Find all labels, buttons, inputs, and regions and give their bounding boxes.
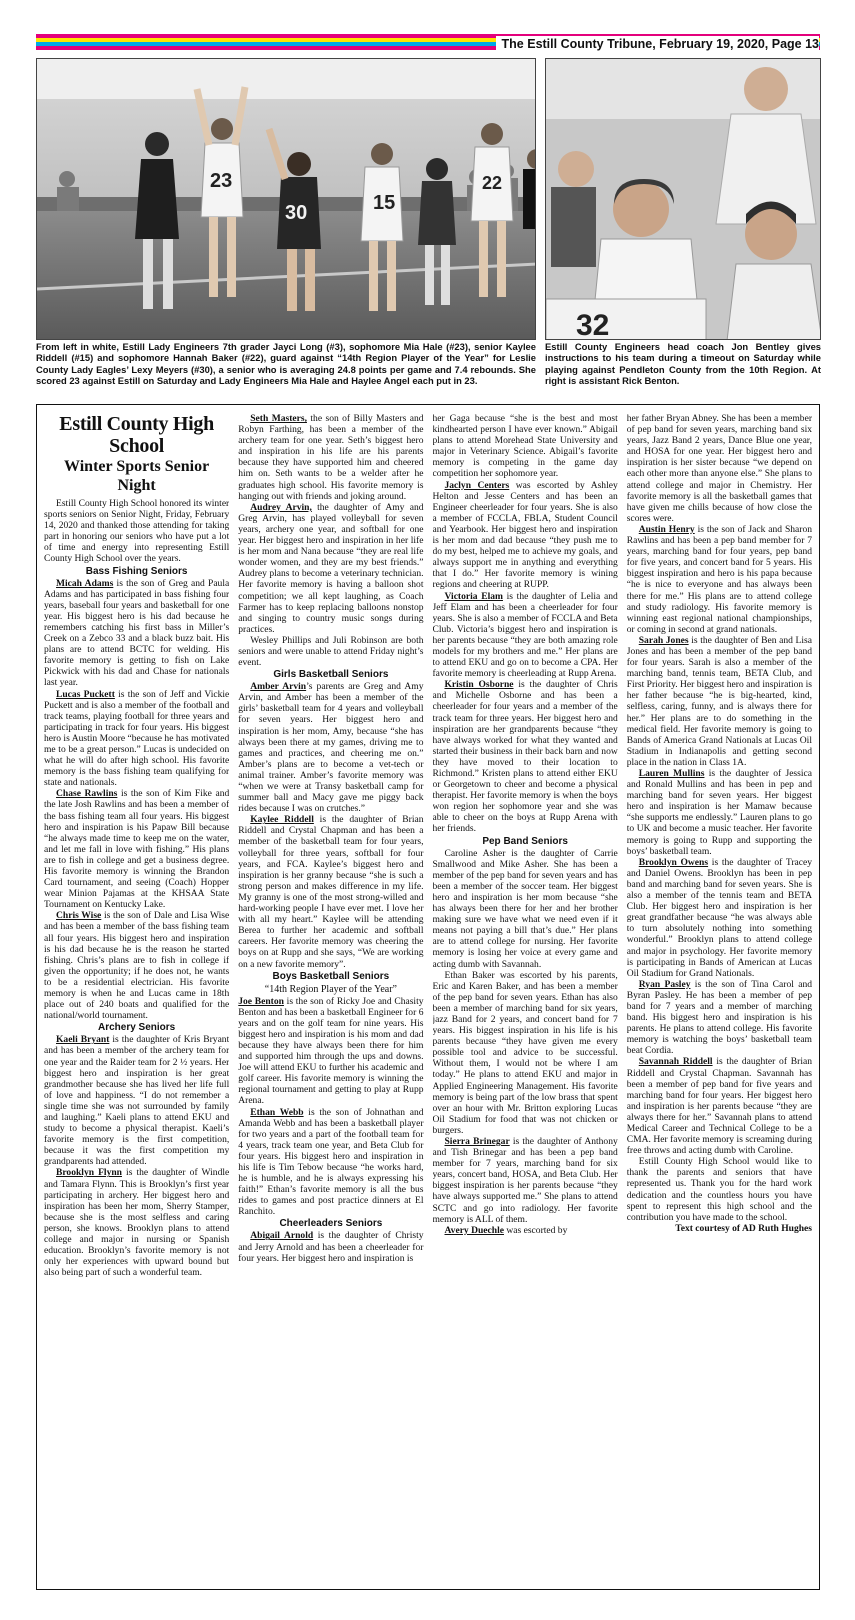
article-paragraph bbox=[627, 1056, 812, 1156]
senior-name: Lauren Mullins bbox=[638, 768, 705, 779]
paragraph-text: is the son of Dale and Lisa Wise and has been a member of the bass fishing team all four years. His biggest hero and inspiration is his dad because he is the reason he started fishing. Chris’s plans are to fish in college if given the opportunity; if he does not, he wants to be a residential electrician. His favorite memory is when he and Lucas came in 18th place out of 240 boats and qualified for the national/world tournament. bbox=[44, 910, 230, 1022]
senior-name: Sarah Jones bbox=[638, 634, 689, 646]
article-paragraph bbox=[238, 1107, 423, 1218]
paragraph-text: Estill County High School honored its winter sports seniors on Senior Night, Friday, February 14, 2020 and thanked those attending for taking part in honoring our seniors who have put a lot of time and energy into representing Estill County High School over the years. bbox=[44, 498, 230, 565]
senior-name: Lucas Puckett bbox=[56, 688, 115, 700]
senior-name: Brooklyn Flynn bbox=[56, 1167, 122, 1179]
senior-name: Savannah Riddell bbox=[638, 1056, 713, 1068]
senior-name: Amber Arvin bbox=[250, 681, 307, 693]
paragraph-text: is the son of Jack and Sharon Rawlins and has been a pep band member for 7 years, marching band for four years, pep band for five years, and concert band for 5 years. His biggest inspiration and hero is his papa because “he is nice to everyone and has always been there for me.” His plans are to attend college and study radiology. His favorite memory is winning east regional national championships, or coming in second at grand nationals. bbox=[626, 523, 812, 635]
article-paragraph bbox=[433, 679, 618, 834]
article-paragraph bbox=[238, 681, 423, 814]
article-paragraph bbox=[433, 591, 618, 680]
paragraph-text: Estill County High School would like to thank the parents and seniors that have represented us. Thank you for the hard work dedication and the countless hours you have spent to represent this high school and the contribution you have made to the school. bbox=[626, 1156, 812, 1223]
article-paragraph bbox=[44, 1167, 229, 1278]
jersey-23: 23 bbox=[210, 170, 233, 192]
article-paragraph bbox=[627, 1156, 812, 1223]
paragraph-text: is the daughter of Anthony and Tish Brinegar and has been a pep band member for 7 years, marching band for six years, concert band, HOSA, and Beta Club. Her biggest inspiration is her parents because “they have always supported me.” She plans to attend SCTC and go into radiology. Her favorite memory is ALL of them. bbox=[432, 1136, 618, 1225]
article-column-3 bbox=[433, 413, 618, 1581]
paragraph-text: Ethan Baker was escorted by his parents, Eric and Karen Baker, and has been a member of the pep band for seven years. Ethan has also been a member of marching band for six years, jazz Band for 2 years, and concert band for 7 years. His biggest inspiration in his life is his parents because “they have given me every possible tool and advice to be successful. Without them, I would not be where I am today.” He plans to attend EKU and major in Applied Engineering Management. His favorite memory is being part of the low brass that spent over an hour with Mr. Britton exploring Lucas Oil Stadium for food that was not chicken or burgers. bbox=[432, 969, 618, 1136]
article-paragraph bbox=[44, 689, 229, 789]
article-paragraph bbox=[627, 768, 812, 857]
paragraph-text: Wesley Phillips and Juli Robinson are both seniors and were unable to attend Friday night’s event. bbox=[238, 634, 424, 669]
article-paragraph bbox=[627, 413, 812, 524]
paragraph-text: is the daughter of Windle and Tamara Flynn. This is Brooklyn’s first year participating in archery. Her biggest hero and inspiration has been her mom, Sherry Stamper, because she is the most selfless and caring person, she knows. Brooklyn plans to attend college and major in nursing or Spanish education. Brooklyn’s favorite memory is not only her experiences with upward bound but also being part of such a wonderful team. bbox=[44, 1167, 230, 1279]
paragraph-text: is the daughter of Lelia and Jeff Elam and has been a cheerleader for four years. She is also a member of FCCLA and Beta Club. Victoria’s biggest hero and inspiration is her parents because “they are both amazing role models for my brothers and me.” Her plans are to attend EKU and go on to become a CPA. Her favorite memory is cheerleading at Rupp Arena. bbox=[432, 590, 618, 680]
section-heading: Pep Band Seniors bbox=[482, 835, 568, 847]
paragraph-text: the daughter of Amy and Greg Arvin, has played volleyball for seven years, archery one year, and softball for one year. Her biggest hero and inspiration in her life is her mom and Nana because “they are real life wonder women, and they are my best friends.” Audrey plans to become a veterinary technician. Her favorite memory is having a balloon shot competition; we all kept laughing, as Coach Farmer has to keep replacing balloons nonstop and singing to country music songs during practices. bbox=[238, 501, 424, 635]
article-paragraph bbox=[44, 498, 229, 565]
section-heading: Girls Basketball Seniors bbox=[273, 669, 389, 681]
article-column-2 bbox=[238, 413, 423, 1581]
article-paragraph bbox=[238, 413, 423, 502]
paragraph-text: is the son of Greg and Paula Adams and has participated in bass fishing four years, baseball four years and basketball for one year. His biggest hero is his dad because he remembers catching his first bass in Miller’s Creek on a Zebco 33 and a black buzz bait. His plans are to attend BCTC for welding. His favorite memory is getting to fish on Lake Pickwick with his dad and Chase for nationals last year. bbox=[44, 577, 230, 689]
article-paragraph bbox=[238, 996, 423, 1107]
paragraph-text: is the daughter of Christy and Jerry Arnold and has been a cheerleader for four years. Her biggest hero and inspiration is bbox=[238, 1230, 424, 1264]
article-paragraph bbox=[44, 788, 229, 910]
article-paragraph bbox=[433, 848, 618, 970]
article-paragraph bbox=[627, 857, 812, 979]
article-paragraph bbox=[433, 1136, 618, 1225]
paragraph-text: is the daughter of Brian Riddell and Crystal Chapman. Savannah has been a member of pep band for five years and marching band for four years. Her biggest hero and inspiration is her parents because “they are always there for her.” Savannah plans to attend Medical Career and Technical College to be a CMA. Her favorite memory is screaming during free throws and acting dumb with Caroline. bbox=[626, 1056, 812, 1157]
paragraph-text: is the daughter of Chris and Michelle Osborne and has been a cheerleader for four years and a member of the track team for three years. Her biggest hero and inspiration are her grandparents because “they have always worked for what they wanted and started their business in their back barn and now they have moved to their location to Richmond.” Kristen plans to attend either EKU or Georgetown to cheer and become a physical therapist. Her favorite memory is when the boys won region her sophomore year and she was able to cheer on the boys at Rupp Arena with her friends. bbox=[432, 679, 618, 835]
article-paragraph bbox=[44, 910, 229, 1021]
paragraph-text: is the son of Johnathan and Amanda Webb and has been a basketball player for two years and a part of the football team for 4 years, track team one year, and Beta Club for four years. His biggest hero and inspiration in his life is Tim Tebow because “he works hard, he is humble, and he is always expressing his faith!” Ethan’s favorite memory is all the bus rides to games and post practice dinners at El Ranchito. bbox=[238, 1106, 424, 1218]
paragraph-text: is the daughter of Tracey and Daniel Owens. Brooklyn has been in pep band and marching band for seven years. She is also a member of the tennis team and BETA Club. Her biggest hero and inspiration is her great grandfather because “he was always able to turn absolutely nothing into something wonderful.” Brooklyn plans to attend college and major in psychology. Her favorite memory is participating in Bands of American at Lucas Oil Stadium for Grand Nationals. bbox=[626, 856, 812, 979]
article-column-1 bbox=[44, 413, 229, 1581]
senior-name: Abigail Arnold bbox=[250, 1230, 314, 1242]
paragraph-text: is the daughter of Jessica and Ronald Mullins and has been in pep and marching band for seven years. Her biggest hero and inspiration is her Mamaw because “she supports me endlessly.” Lauren plans to go to UK and become a music teacher. Her favorite memory is going to Rupp and supporting the boys’ basketball team. bbox=[626, 768, 812, 857]
section-heading: Bass Fishing Seniors bbox=[85, 565, 188, 577]
senior-name: Joe Benton bbox=[238, 995, 284, 1007]
senior-name: Seth Masters, bbox=[250, 413, 307, 424]
jersey-32: 32 bbox=[576, 309, 610, 340]
senior-name: Brooklyn Owens bbox=[638, 856, 709, 868]
senior-name: Ryan Pasley bbox=[638, 978, 691, 990]
article-headline: Estill County High School bbox=[59, 413, 214, 457]
senior-name: Victoria Elam bbox=[444, 590, 503, 602]
paragraph-text: her Gaga because “she is the best and most kindhearted person I have ever known.” Abigail plans to attend Morehead State University and major in Veterinary Science. Abigail’s favorite memory is competing in the game day competition her sophomore year. bbox=[432, 413, 618, 480]
senior-name: Sierra Brinegar bbox=[444, 1136, 510, 1147]
section-heading: Cheerleaders Seniors bbox=[279, 1218, 383, 1230]
section-heading: Boys Basketball Seniors bbox=[272, 970, 390, 982]
paragraph-text: is the son of Ricky Joe and Chasity Benton and has been a basketball Engineer for 6 years and on the golf team for nine years. His biggest hero and inspiration is his mom and dad because they have always been there for him and supported him through the ups and downs. Joe will attend EKU to further his academic and golf career. His favorite memory is winning the regional tournament and getting to play at Rupp Arena. bbox=[238, 995, 424, 1107]
senior-name: Jaclyn Centers bbox=[444, 479, 510, 491]
article-column-4 bbox=[627, 413, 812, 1581]
paragraph-text: is the son of Kim Fike and the late Josh Rawlins and has been a member of the bass fishing team all four years. His biggest hero and inspiration is his Papaw Bill because “he always made time to keep me on the water, and let me fall in love with fishing.” His plans are to fish in college and get a business degree. His favorite memory is winning the Brandon Card tournament, and seeing (Coach) Hopper wear Minion Pajamas at the KHSAA State Tournament on Kentucky Lake. bbox=[44, 788, 230, 911]
coach-timeout-photo bbox=[545, 58, 821, 340]
section-heading: Archery Seniors bbox=[97, 1022, 176, 1034]
article-paragraph bbox=[238, 502, 423, 635]
article-paragraph bbox=[44, 578, 229, 689]
jersey-22: 22 bbox=[482, 173, 503, 193]
article-paragraph bbox=[238, 635, 423, 668]
jersey-15: 15 bbox=[373, 192, 396, 214]
award-line: “14th Region Player of the Year” bbox=[264, 983, 397, 995]
senior-name: Avery Duechle bbox=[444, 1224, 504, 1236]
senior-name: Austin Henry bbox=[638, 523, 695, 535]
article-paragraph bbox=[238, 1230, 423, 1263]
article-paragraph bbox=[433, 1225, 618, 1236]
senior-name: Kristin Osborne bbox=[444, 679, 514, 691]
senior-name: Chase Rawlins bbox=[56, 788, 118, 800]
senior-name: Kaylee Riddell bbox=[250, 814, 314, 826]
article-paragraph bbox=[238, 814, 423, 969]
paragraph-text: is the son of Tina Carol and Byran Pasley. He has been a member of pep band for 7 years and a member of marching band. His biggest hero and inspiration is his parents. He plans to attend college. His favorite memory is watching the boys’ basketball team beat Cordia. bbox=[626, 978, 812, 1057]
photo-caption-left: From left in white, Estill Lady Engineers 7th grader Jayci Long (#3), sophomore Mia Hale (#23), senior Kaylee Riddell (#15) and sophomore Hannah Baker (#22), guard against “14th Region Player of the Year” for Leslie County Lady Eagles’ Lexy Meyers (#30), a senior who is averaging 24.8 points per game and 7.4 rebounds. She scored 23 against Estill on Saturday and Lady Engineers Mia Hale and Haylee Angel each put in 23. bbox=[36, 341, 536, 387]
paragraph-text: was escorted by bbox=[503, 1224, 568, 1236]
senior-name: Chris Wise bbox=[56, 910, 102, 922]
paragraph-text: is the daughter of Kris Bryant and has been a member of the archery team for one year and the Raider team for 2 ½ years. Her biggest hero and inspiration is her great grandmother because she has lived her life full of love and happiness. “I do not remember a single time she was not surrounded by family and laughing.” Kaeli plans to attend EKU and study to become a physical therapist. Kaeli’s favorite memory is the first competition, because it was the first competition my grandparents had attended. bbox=[44, 1034, 230, 1168]
paragraph-text: is the son of Jeff and Vickie Puckett and is also a member of the football and track teams, playing football for three years and participating in track for four years. His biggest hero is Austin Moore “because he has motivated me to be a great person.” Lucas is undecided on what he will do after high school. His favorite memory is the bass fishing team qualifying for state and nationals. bbox=[44, 688, 230, 789]
senior-name: Audrey Arvin, bbox=[250, 501, 312, 513]
article-paragraph bbox=[433, 480, 618, 591]
paragraph-text: is the daughter of Brian Riddell and Crystal Chapman and has been a member of the basketball team for four years, volleyball for three years, softball for four years, and FCA. Kaylee’s biggest hero and inspiration is her granny because “she is such a strong person and makes difference in my life. My granny is one of the most strong-willed and hard-working people I have ever met. I love her with all my heart.” Kaylee will be attending Berea to further her academic and softball careers. Her favorite memory was cheering the boys on at Rupp and she says, “We are working on a new favorite memory”. bbox=[238, 814, 424, 970]
paragraph-text: Caroline Asher is the daughter of Carrie Smallwood and Mike Asher. She has been a member of the pep band for seven years and has been a member of the soccer team. Her biggest hero and inspiration is her mom because “she has always been there for her and her brother making sure we have what we need even if it means not paying a bill that’s due.” Her plans are to attend college for nursing. Her favorite memory is losing her voice at every game and acting dumb with Savannah. bbox=[432, 847, 618, 970]
paragraph-text: ’s parents are Greg and Amy Arvin, and Amber has been a member of the girls’ basketball team for 4 years and volleyball for seven years. Her biggest hero and inspiration is her mom, Amy, because “she has always been there at my games, driving me to games and practices, and cheering me on.” Amber’s plans are to become a vet-tech or animal trainer. Amber’s favorite memory was “when we were at Transy basketball camp for summer ball and Macy gave me piggy back rides because I was on crutches.” bbox=[238, 681, 424, 815]
article-paragraph bbox=[627, 524, 812, 635]
senior-name: Ethan Webb bbox=[250, 1106, 304, 1118]
article-subhead: Winter Sports Senior Night bbox=[64, 458, 210, 494]
paragraph-text: is the daughter of Ben and Lisa Jones and has been a member of the pep band for four years. Sarah is also a member of the marching band, tennis team, BETA Club, and First Priority. Her biggest hero and inspiration is her father because “he is big-hearted, kind, selfless, caring, funny, and is always there for her.” Her plans are to do something in the medical field. Her favorite memory is going to Bands of America Grand Nationals at Lucas Oil Stadium in Indianapolis and getting second place in the nation in Class 1A. bbox=[626, 634, 812, 768]
article-paragraph bbox=[44, 1034, 229, 1167]
jersey-30: 30 bbox=[285, 202, 308, 224]
running-head: The Estill County Tribune, February 19, 2020, Page 13 bbox=[496, 36, 819, 53]
article-box bbox=[36, 404, 820, 1590]
article-paragraph bbox=[627, 979, 812, 1057]
article-paragraph bbox=[433, 413, 618, 480]
paragraph-text: the son of Billy Masters and Robyn Farthing, has been a member of the archery team for one year. Seth’s biggest hero and inspiration in his life are his parents because they have supported him and cheered him on. Seth wants to be a welder after he graduates high school. His favorite memory is hanging out with friends and joking around. bbox=[238, 413, 424, 502]
paragraph-text: her father Bryan Abney. She has been a member of pep band for seven years, marching band six years, Jazz Band 2 years, Dance Blue one year, and HOSA for one year. Her biggest hero and inspiration is her sister because “we depend on each other more than anyone else.” She plans to attend college and major in Chemistry. Her favorite memory is all the basketball games that have given me chills because of how close the scores were. bbox=[626, 413, 812, 524]
article-credit: Text courtesy of AD Ruth Hughes bbox=[675, 1222, 812, 1234]
senior-name: Micah Adams bbox=[56, 577, 114, 589]
senior-name: Kaeli Bryant bbox=[56, 1034, 110, 1046]
basketball-game-photo bbox=[36, 58, 536, 340]
article-paragraph bbox=[433, 970, 618, 1136]
paragraph-text: was escorted by Ashley Helton and Jesse Centers and has been an Engineer cheerleader for four years. She is also a member of FCCLA, FBLA, Student Council and Yearbook. Her biggest hero and inspiration is her mom and dad because “they push me to do my best, helped me to achieve my goals, and always support me in anything and everything that I do.” Her favorite memory is wining regions and cheering at RUPP. bbox=[432, 479, 618, 591]
photo-caption-right: Estill County Engineers head coach Jon Bentley gives instructions to his team during a timeout on Saturday while playing against Pendleton County from the 10th Region. At right is assistant Rick Benton. bbox=[545, 341, 821, 387]
article-paragraph bbox=[627, 635, 812, 768]
